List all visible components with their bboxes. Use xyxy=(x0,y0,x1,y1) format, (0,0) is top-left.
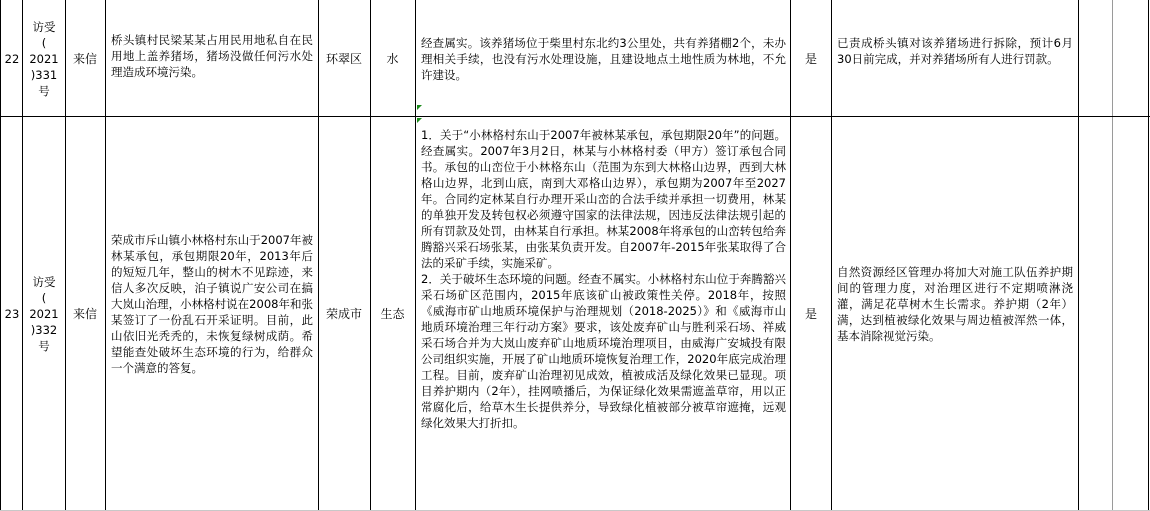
row-22-result[interactable] xyxy=(833,35,1077,95)
case-id-line: 2021 xyxy=(29,51,59,66)
case-id-line: ( xyxy=(41,35,47,50)
case-id-line: )331 xyxy=(30,67,58,82)
grid-line xyxy=(65,0,66,511)
case-id-line: 号 xyxy=(38,339,50,353)
grid-line xyxy=(1112,0,1113,511)
grid-line xyxy=(22,0,23,511)
category-text: 生态 xyxy=(380,307,405,321)
source-text: 来信 xyxy=(72,307,97,321)
row-22-extra-cell[interactable] xyxy=(1113,0,1149,117)
case-id-line: 2021 xyxy=(29,307,59,321)
row-22-source[interactable] xyxy=(65,0,105,117)
row-22-finding[interactable] xyxy=(417,35,790,95)
row-22-number[interactable] xyxy=(1,0,23,117)
grid-line xyxy=(318,0,319,511)
row-23-extra-cell[interactable] xyxy=(1113,117,1149,511)
row-22-verified[interactable] xyxy=(791,0,831,117)
case-id-line: ( xyxy=(41,291,47,305)
case-id-line: 访受 xyxy=(32,19,56,34)
row-23-result[interactable] xyxy=(833,264,1077,364)
row-22-complaint-content[interactable] xyxy=(107,32,317,92)
case-id-line: 访受 xyxy=(32,275,56,289)
row-23-extra-cell[interactable] xyxy=(1079,117,1113,511)
row-23-number[interactable] xyxy=(1,117,23,511)
grid-line xyxy=(0,0,1,511)
row-22-category[interactable] xyxy=(370,0,415,117)
verified-text: 是 xyxy=(804,307,817,321)
row-23-district[interactable] xyxy=(318,117,370,511)
category-text: 水 xyxy=(386,51,399,66)
row-23-case-id[interactable] xyxy=(23,117,65,511)
grid-line xyxy=(1148,0,1149,511)
row-number: 22 xyxy=(4,51,20,66)
finding-paragraph-2: 2．关于破坏生态环境的问题。经查不属实。小林格村东山位于奔腾豁兴采石场矿区范围内，2015年底该矿山被政策性关停。2018年，按照《威海市矿山地质环境保护与治理规划（2018-2025）》和《威海市山地质环境治理三年行动方案》要求，该处废弃矿山与胜利采石场、祥威采石场合并为大岚山废弃矿山地质环境治理项目，由威海广安城投有限公司组织实施，开展了矿山地质环境恢复治理工作，2020年底完成治理工程。目前，废弃矿山治理初见成效，植被成活及绿化效果已显现。项目养护期内（2年），挂网喷播后，为保证绿化效果需遮盖草帘，用以正常腐化后，给草木生长提供养分，导致绿化植被部分被草帘遮掩，远观绿化效果大打折扣。 xyxy=(421,272,786,430)
row-22-case-id[interactable] xyxy=(23,0,65,117)
result-text: 已责成桥头镇对该养猪场进行拆除，预计6月30日前完成，并对养猪场所有人进行罚款。 xyxy=(837,36,1073,66)
cell-indicator-icon xyxy=(417,105,422,110)
verified-text: 是 xyxy=(804,51,817,66)
grid-line xyxy=(370,0,371,511)
finding-paragraph-1: 1．关于“小林格村东山于2007年被林某承包，承包期限20年”的问题。经查属实。2007年3月2日，林某与小林格村委（甲方）签订承包合同书。承包的山峦位于小林格东山（范围为东到大林格山边界，西到大林格山边界，北到山底，南到大邓格山边界），承包期为2007年至2027年。合同约定林某自行办理开采山峦的合法手续并承担一切费用，林某的单独开发及转包权必须遵守国家的法律法规，因违反法律法规引起的所有罚款及处罚，由林某自行承担。林某2008年将承包的山峦转包给奔腾豁兴采石场张某，由张某负责开发。自2007年-2015年张某取得了合法的采矿手续，实施采矿。 xyxy=(421,128,786,270)
row-22-extra-cell[interactable] xyxy=(1079,0,1113,117)
case-id-line: )332 xyxy=(30,323,58,337)
grid-line xyxy=(1078,0,1079,511)
complaint-text: 荣成市斥山镇小林格村东山于2007年被林某承包，承包期限20年，2013年后的短短几年，整山的树木不见踪迹，来信人多次反映，泊子镇说广安公司在搞大岚山治理，小林格村说在2008年和张某签订了一份乱石开采证明。目前，此山依旧光秃秃的，未恢复绿树成荫。希望能查处破坏生态环境的行为，给群众一个满意的答复。 xyxy=(111,233,313,375)
row-23-source[interactable] xyxy=(65,117,105,511)
district-text: 环翠区 xyxy=(325,51,362,66)
grid-line xyxy=(831,0,832,511)
case-id-line: 号 xyxy=(38,83,50,98)
result-text: 自然资源经区管理办将加大对施工队伍养护期间的管理力度，对治理区进行不定期喷淋浇灌，满足花草树木生长需求。养护期（2年）满，达到植被绿化效果与周边植被浑然一体，基本消除视觉污染。 xyxy=(837,265,1073,343)
grid-line xyxy=(790,0,791,511)
row-23-verified[interactable] xyxy=(791,117,831,511)
cell-indicator-icon xyxy=(417,118,422,123)
finding-text: 经查属实。该养猪场位于柴里村东北约3公里处，共有养猪棚2个，未办理相关手续，也没有污水处理设施，且建设地点土地性质为林地，不允许建设。 xyxy=(421,36,786,82)
row-23-finding[interactable] xyxy=(417,127,790,467)
grid-line xyxy=(415,0,416,511)
source-text: 来信 xyxy=(72,51,97,66)
row-23-complaint-content[interactable] xyxy=(107,232,317,402)
row-23-category[interactable] xyxy=(370,117,415,511)
grid-line xyxy=(0,116,1150,117)
row-22-district[interactable] xyxy=(318,0,370,117)
district-text: 荣成市 xyxy=(325,307,362,321)
complaint-text: 桥头镇村民梁某某占用民用地私自在民用地上盖养猪场，猪场没做任何污水处理造成环境污染。 xyxy=(111,33,313,79)
grid-line xyxy=(105,0,106,511)
row-number: 23 xyxy=(4,307,20,321)
